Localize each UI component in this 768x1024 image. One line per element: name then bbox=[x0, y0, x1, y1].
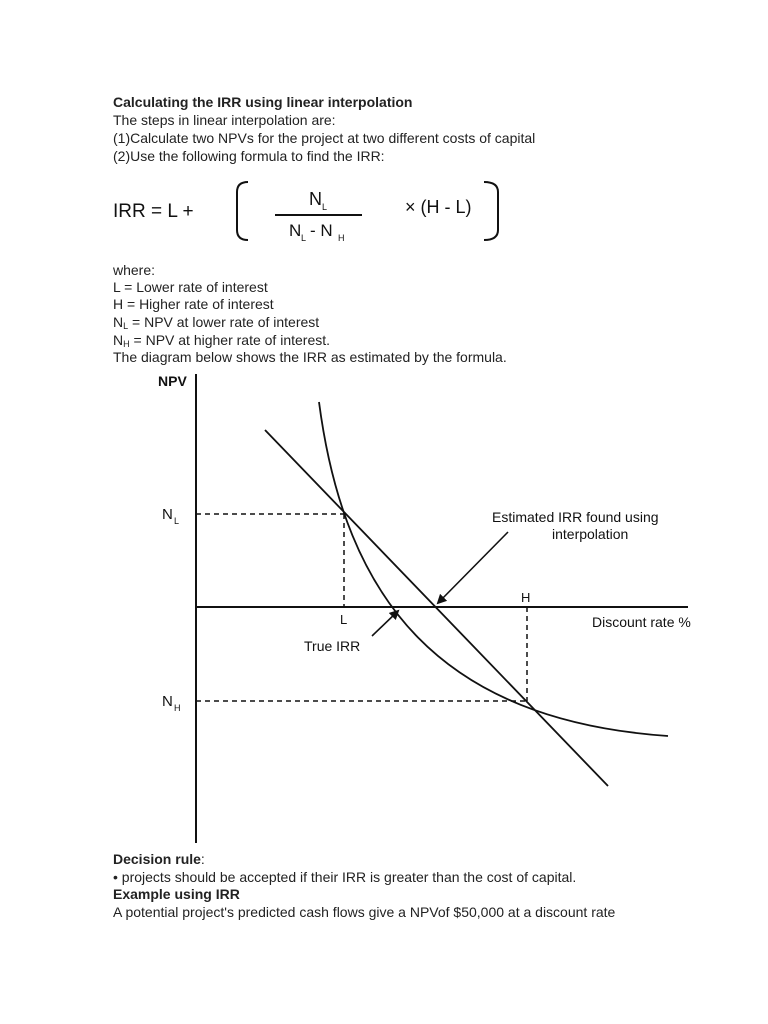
l-tick-label: L bbox=[340, 612, 348, 627]
nl-definition-text: = NPV at lower rate of interest bbox=[128, 314, 320, 330]
h-tick-label: H bbox=[521, 590, 531, 605]
bullet: • bbox=[113, 869, 118, 885]
nl-symbol: N bbox=[113, 314, 124, 330]
decision-rule-colon: : bbox=[200, 851, 205, 867]
section-heading: Calculating the IRR using linear interpolation bbox=[113, 94, 413, 110]
step-2-text: (2)Use the following formula to find the IRR: bbox=[113, 148, 385, 164]
estimated-irr-arrow bbox=[438, 532, 508, 603]
y-axis-label: NPV bbox=[158, 373, 187, 389]
x-axis-label: Discount rate % bbox=[592, 614, 691, 630]
formula-denominator-a: N bbox=[289, 221, 302, 240]
formula-denominator-a-sub: L bbox=[301, 233, 307, 243]
nh-axis-label-sub: H bbox=[174, 703, 181, 713]
decision-rule-bullet-item bbox=[113, 869, 576, 886]
true-irr-label: True IRR bbox=[304, 638, 361, 654]
nh-definition-text: = NPV at higher rate of interest. bbox=[129, 332, 331, 348]
formula-denominator-b-sub: H bbox=[338, 233, 345, 243]
nl-symbol-sub: L bbox=[123, 321, 129, 331]
nh-symbol-sub: H bbox=[123, 339, 130, 349]
intro-text: The steps in linear interpolation are: bbox=[113, 112, 336, 128]
h-definition: H = Higher rate of interest bbox=[113, 296, 274, 312]
example-text: A potential project's predicted cash flows give a NPVof $50,000 at a discount rate bbox=[113, 904, 616, 920]
formula-numerator-sub: L bbox=[322, 202, 328, 212]
nl-axis-label-sub: L bbox=[174, 516, 180, 526]
l-definition: L = Lower rate of interest bbox=[113, 279, 268, 295]
formula-denominator-minus: - N bbox=[310, 221, 333, 240]
decision-rule-label: Decision rule bbox=[113, 851, 201, 867]
step-1-text: (1)Calculate two NPVs for the project at two different costs of capital bbox=[113, 130, 536, 146]
npv-curve bbox=[319, 402, 668, 736]
decision-rule-text: projects should be accepted if their IRR is greater than the cost of capital. bbox=[117, 869, 577, 885]
diagram-intro: The diagram below shows the IRR as estimated by the formula. bbox=[113, 349, 507, 365]
formula-numerator: N bbox=[309, 189, 322, 209]
estimated-irr-label-line1: Estimated IRR found using bbox=[492, 509, 659, 525]
formula-times: × (H - L) bbox=[405, 197, 472, 217]
nh-symbol: N bbox=[113, 332, 124, 348]
nl-axis-label: N bbox=[162, 506, 173, 523]
true-irr-arrow bbox=[372, 611, 398, 636]
formula-lhs: IRR = L + bbox=[113, 201, 194, 222]
example-heading: Example using IRR bbox=[113, 886, 240, 902]
nh-axis-label: N bbox=[162, 693, 173, 710]
where-text: where: bbox=[113, 262, 156, 278]
decision-rule-line bbox=[113, 851, 205, 868]
estimated-irr-label-line2: interpolation bbox=[552, 526, 629, 542]
